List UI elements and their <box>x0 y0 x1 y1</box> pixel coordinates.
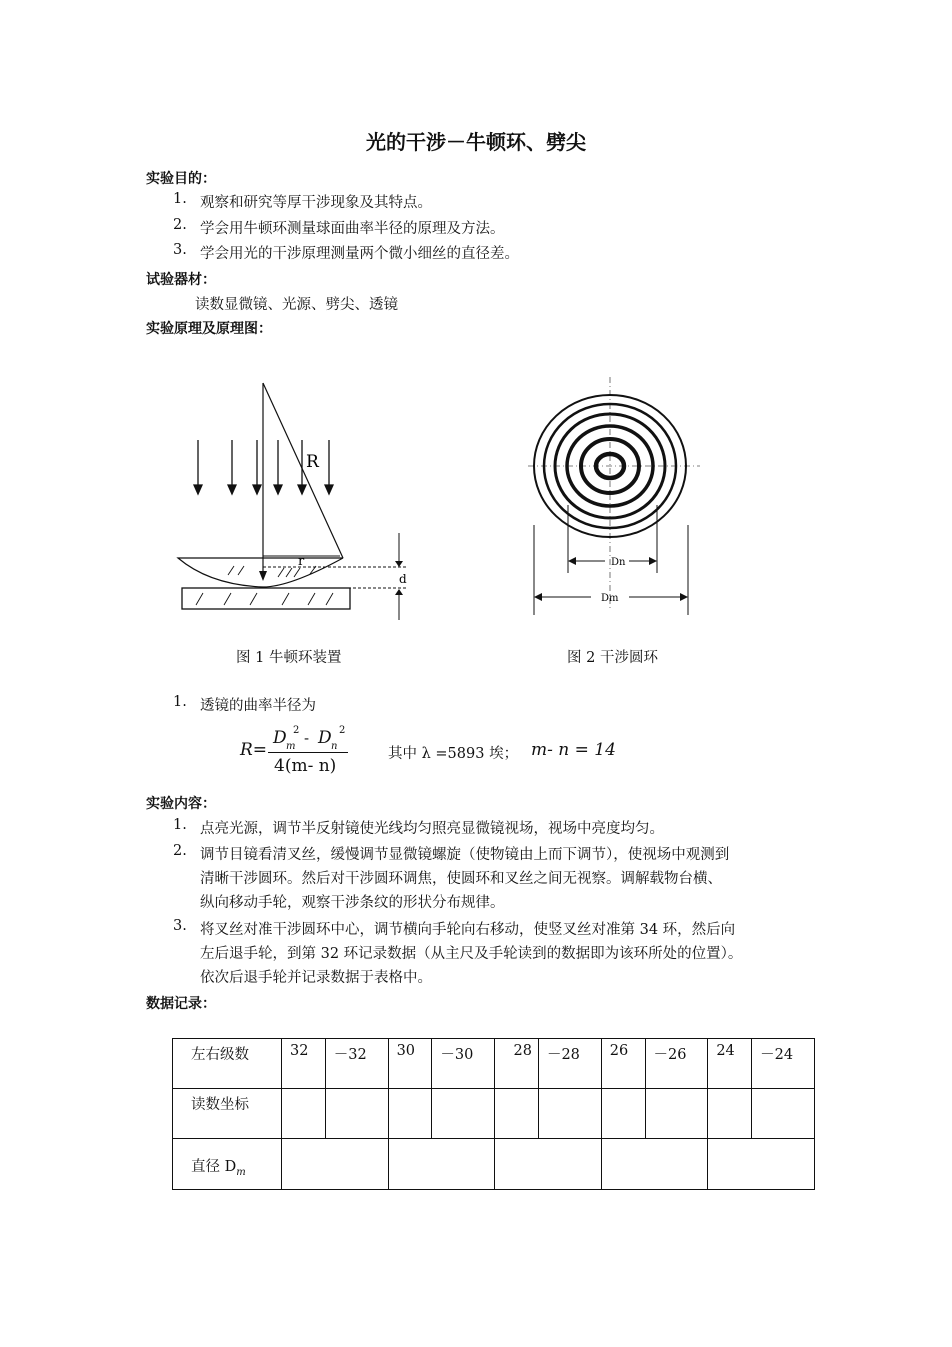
interference-rings-figure <box>525 375 705 615</box>
table-cell <box>432 1089 495 1139</box>
fraction-bar <box>268 752 348 753</box>
table-cell <box>708 1089 752 1139</box>
list-number: 2. <box>173 843 187 859</box>
list-item: 学会用牛顿环测量球面曲率半径的原理及方法。 <box>200 221 505 237</box>
table-cell <box>495 1139 602 1190</box>
table-cell: 28 <box>495 1039 539 1089</box>
table-cell <box>495 1089 539 1139</box>
formula-sub: n <box>331 741 338 752</box>
data-table <box>172 1038 815 1190</box>
table-cell: －26 <box>645 1039 708 1089</box>
table-cell: －28 <box>538 1039 601 1089</box>
table-cell <box>173 1139 282 1190</box>
list-number: 3. <box>173 918 187 934</box>
list-item: 点亮光源，调节半反射镜使光线均匀照亮显微镜视场，视场中亮度均匀。 <box>200 821 664 837</box>
list-number: 2. <box>173 217 187 233</box>
table-cell <box>601 1139 708 1190</box>
page-title: 光的干涉－牛顿环、劈尖 <box>366 130 586 154</box>
principle-heading: 实验原理及原理图： <box>146 321 272 337</box>
list-item: 清晰干涉圆环。然后对干涉圆环调焦，使圆环和叉丝之间无视察。调解载物台横、 <box>200 871 722 887</box>
table-cell <box>601 1089 645 1139</box>
table-row <box>173 1089 815 1139</box>
table-cell: 读数坐标 <box>173 1089 282 1139</box>
table-cell <box>325 1089 388 1139</box>
formula-D: D <box>273 728 287 748</box>
table-cell: －24 <box>752 1039 815 1089</box>
table-cell <box>752 1089 815 1139</box>
label-Dm: Dm <box>601 593 619 604</box>
list-item: 将叉丝对准干涉圆环中心，调节横向手轮向右移动，使竖叉丝对准第 34 环，然后向 <box>200 922 736 938</box>
table-cell: －30 <box>432 1039 495 1089</box>
formula-minus: - <box>304 729 310 747</box>
table-cell <box>708 1139 815 1190</box>
newton-ring-apparatus-figure <box>170 375 420 620</box>
table-cell <box>538 1089 601 1139</box>
list-number: 1. <box>173 817 187 833</box>
table-cell: 32 <box>282 1039 326 1089</box>
table-cell: －32 <box>325 1039 388 1089</box>
table-cell: 26 <box>601 1039 645 1089</box>
formula-denominator: 4(m- n) <box>274 756 337 776</box>
record-heading: 数据记录： <box>146 996 216 1012</box>
diameter-label: 直径 D <box>191 1158 237 1175</box>
table-row <box>173 1139 815 1190</box>
list-number: 3. <box>173 242 187 258</box>
table-cell <box>388 1139 495 1190</box>
list-item: 学会用光的干涉原理测量两个微小细丝的直径差。 <box>200 246 519 262</box>
table-cell <box>388 1089 432 1139</box>
equipment-text: 读数显微镜、光源、劈尖、透镜 <box>195 297 398 313</box>
formula-lhs: R= <box>240 740 268 760</box>
label-d: d <box>399 572 407 586</box>
list-number: 1. <box>173 694 187 710</box>
figure-2-caption: 图 2 干涉圆环 <box>567 650 658 666</box>
list-item: 左后退手轮，到第 32 环记录数据（从主尺及手轮读到的数据即为该环所处的位置）。 <box>200 946 743 962</box>
list-item: 调节目镜看清叉丝，缓慢调节显微镜螺旋（使物镜由上而下调节），使视场中观测到 <box>200 847 730 863</box>
label-r: r <box>298 554 305 569</box>
formula-D: D <box>318 728 332 748</box>
table-cell: 24 <box>708 1039 752 1089</box>
figure-1-caption: 图 1 牛顿环装置 <box>236 650 342 666</box>
diameter-subscript: m <box>236 1166 246 1178</box>
table-cell: 左右级数 <box>173 1039 282 1089</box>
table-cell <box>282 1139 389 1190</box>
list-item: 依次后退手轮并记录数据于表格中。 <box>200 970 432 986</box>
formula-sub: m <box>286 741 296 752</box>
formula-intro: 透镜的曲率半径为 <box>200 698 316 714</box>
list-item: 观察和研究等厚干涉现象及其特点。 <box>200 195 432 211</box>
label-R: R <box>306 452 319 472</box>
table-cell <box>645 1089 708 1139</box>
list-number: 1. <box>173 191 187 207</box>
formula-relation: m- n = 14 <box>531 740 616 760</box>
equipment-heading: 试验器材： <box>146 272 216 288</box>
formula-sup: 2 <box>293 725 300 736</box>
label-Dn: Dn <box>611 557 626 568</box>
table-cell <box>282 1089 326 1139</box>
formula-sup: 2 <box>339 725 346 736</box>
formula-note: 其中 λ =5893 埃； <box>388 746 519 762</box>
content-heading: 实验内容： <box>146 796 216 812</box>
table-cell: 30 <box>388 1039 432 1089</box>
list-item: 纵向移动手轮，观察干涉条纹的形状分布规律。 <box>200 895 505 911</box>
table-row <box>173 1039 815 1089</box>
purpose-heading: 实验目的： <box>146 171 216 187</box>
